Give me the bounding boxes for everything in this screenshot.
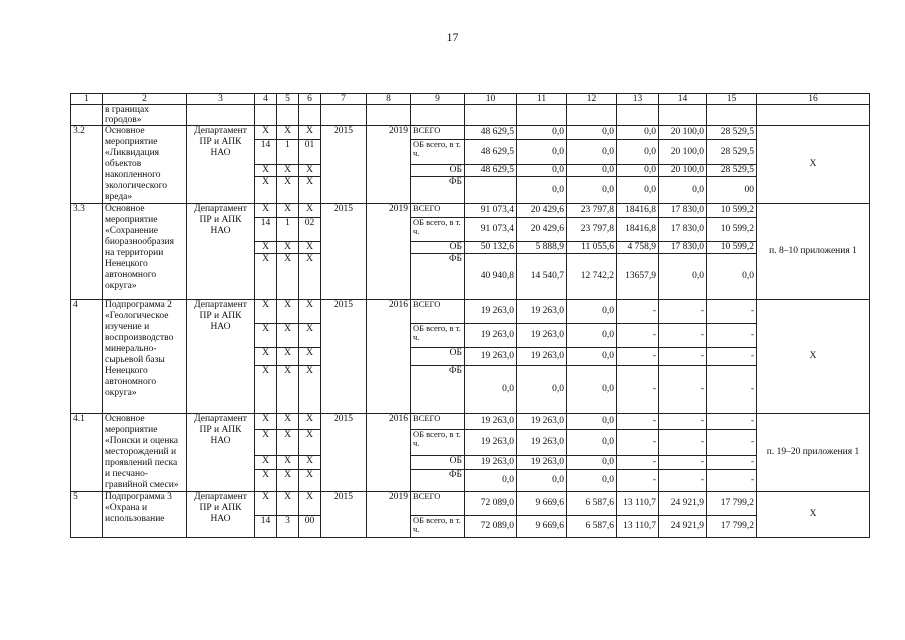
funding-source: ОБ: [411, 456, 465, 469]
funding-source: ФБ: [411, 469, 465, 491]
column-number: 16: [757, 94, 870, 105]
start-year: 2015: [321, 414, 367, 492]
amount-cell: 0,0: [567, 429, 617, 456]
amount-cell: 11 055,6: [567, 242, 617, 254]
amount-cell: 10 599,2: [707, 218, 757, 242]
amount-cell: 9 669,6: [517, 516, 567, 538]
funding-source: ОБ всего, в т. ч.: [411, 218, 465, 242]
amount-cell: 19 263,0: [517, 414, 567, 430]
funding-source: ОБ: [411, 348, 465, 366]
column-number: 12: [567, 94, 617, 105]
amount-cell: 48 629,5: [465, 140, 517, 165]
amount-cell: 19 263,0: [517, 300, 567, 324]
budget-code: Х: [299, 492, 321, 516]
budget-code: 14: [255, 218, 277, 242]
amount-cell: 20 429,6: [517, 218, 567, 242]
funding-source: ВСЕГО: [411, 126, 465, 140]
column-number: 10: [465, 94, 517, 105]
amount-cell: -: [617, 300, 659, 324]
column-number: 6: [299, 94, 321, 105]
amount-cell: 10 599,2: [707, 242, 757, 254]
amount-cell: 13 110,7: [617, 492, 659, 516]
amount-cell: -: [659, 456, 707, 469]
amount-cell: 0,0: [707, 254, 757, 300]
amount-cell: 72 089,0: [465, 492, 517, 516]
budget-code: Х: [255, 204, 277, 218]
amount-cell: 10 599,2: [707, 204, 757, 218]
amount-cell: [465, 177, 517, 204]
budget-code: Х: [277, 492, 299, 516]
amount-cell: 0,0: [659, 254, 707, 300]
budget-code: Х: [299, 366, 321, 414]
funding-source: ОБ всего, в т. ч.: [411, 324, 465, 348]
budget-code: Х: [255, 348, 277, 366]
budget-code: Х: [255, 324, 277, 348]
budget-code: Х: [255, 177, 277, 204]
budget-code: Х: [277, 456, 299, 469]
funding-source: ФБ: [411, 254, 465, 300]
column-number: 15: [707, 94, 757, 105]
note-cell: Х: [757, 126, 870, 204]
end-year: 2016: [367, 300, 411, 414]
funding-source: ВСЕГО: [411, 204, 465, 218]
amount-cell: 0,0: [517, 164, 567, 176]
budget-code: Х: [299, 348, 321, 366]
amount-cell: 18416,8: [617, 204, 659, 218]
amount-cell: 48 629,5: [465, 126, 517, 140]
budget-code: Х: [277, 324, 299, 348]
funding-source: ВСЕГО: [411, 492, 465, 516]
item-name: Основное мероприятие «Ликвидация объектов накопленного экологического вреда»: [103, 126, 187, 204]
amount-cell: 0,0: [567, 164, 617, 176]
amount-cell: 0,0: [659, 177, 707, 204]
amount-cell: -: [617, 348, 659, 366]
continuation-text: в границах городов»: [103, 105, 187, 126]
budget-code: Х: [277, 254, 299, 300]
amount-cell: 17 799,2: [707, 516, 757, 538]
budget-code: Х: [277, 300, 299, 324]
budget-code: Х: [277, 414, 299, 430]
funding-source: ОБ: [411, 242, 465, 254]
amount-cell: -: [707, 429, 757, 456]
continuation-row: [71, 105, 870, 126]
item-number: 4: [71, 300, 103, 414]
amount-cell: 0,0: [567, 366, 617, 414]
budget-code: Х: [299, 300, 321, 324]
funding-source: ОБ: [411, 164, 465, 176]
budget-code: 14: [255, 516, 277, 538]
note-cell: п. 8–10 приложения 1: [757, 204, 870, 300]
amount-cell: -: [707, 348, 757, 366]
budget-code: Х: [299, 254, 321, 300]
amount-cell: 6 587,6: [567, 516, 617, 538]
budget-code: Х: [299, 324, 321, 348]
budget-code: Х: [255, 242, 277, 254]
amount-cell: -: [617, 469, 659, 491]
amount-cell: 28 529,5: [707, 164, 757, 176]
item-name: Основное мероприятие «Сохранение биоразнообразия на территории Ненецкого автономного округа»: [103, 204, 187, 300]
amount-cell: 0,0: [517, 140, 567, 165]
amount-cell: 0,0: [517, 366, 567, 414]
amount-cell: 24 921,9: [659, 516, 707, 538]
amount-cell: 19 263,0: [517, 429, 567, 456]
table-row: [71, 414, 870, 430]
budget-code: Х: [255, 164, 277, 176]
amount-cell: 19 263,0: [517, 456, 567, 469]
budget-code: Х: [299, 414, 321, 430]
amount-cell: 5 888,9: [517, 242, 567, 254]
amount-cell: -: [617, 366, 659, 414]
amount-cell: -: [659, 469, 707, 491]
amount-cell: -: [659, 324, 707, 348]
amount-cell: 17 830,0: [659, 204, 707, 218]
amount-cell: -: [617, 324, 659, 348]
budget-code: Х: [277, 242, 299, 254]
budget-code: 02: [299, 218, 321, 242]
start-year: 2015: [321, 204, 367, 300]
column-number: 11: [517, 94, 567, 105]
funding-source: ФБ: [411, 177, 465, 204]
end-year: 2019: [367, 204, 411, 300]
budget-code: Х: [255, 126, 277, 140]
budget-code: 3: [277, 516, 299, 538]
amount-cell: 0,0: [567, 140, 617, 165]
budget-code: 00: [299, 516, 321, 538]
budget-code: Х: [255, 300, 277, 324]
table-row: [71, 126, 870, 140]
start-year: 2015: [321, 126, 367, 204]
amount-cell: 9 669,6: [517, 492, 567, 516]
column-number: 2: [103, 94, 187, 105]
funding-source: ВСЕГО: [411, 414, 465, 430]
amount-cell: -: [617, 456, 659, 469]
column-number: 1: [71, 94, 103, 105]
amount-cell: 0,0: [517, 469, 567, 491]
budget-code: 1: [277, 218, 299, 242]
amount-cell: 28 529,5: [707, 140, 757, 165]
amount-cell: -: [617, 414, 659, 430]
amount-cell: -: [707, 414, 757, 430]
item-name: Подпрограмма 2 «Геологическое изучение и воспроизводство минерально-сырьевой базы Ненецкого автономного округа»: [103, 300, 187, 414]
amount-cell: 0,0: [517, 126, 567, 140]
amount-cell: 0,0: [617, 164, 659, 176]
amount-cell: 28 529,5: [707, 126, 757, 140]
budget-code: Х: [299, 429, 321, 456]
amount-cell: 23 797,8: [567, 218, 617, 242]
amount-cell: -: [617, 429, 659, 456]
end-year: 2016: [367, 414, 411, 492]
amount-cell: -: [707, 456, 757, 469]
column-number: 4: [255, 94, 277, 105]
responsible-department: Департамент ПР и АПК НАО: [187, 300, 255, 414]
budget-code: Х: [255, 366, 277, 414]
amount-cell: 19 263,0: [465, 429, 517, 456]
budget-code: Х: [277, 348, 299, 366]
amount-cell: 17 830,0: [659, 218, 707, 242]
amount-cell: -: [707, 300, 757, 324]
amount-cell: -: [659, 429, 707, 456]
column-number: 3: [187, 94, 255, 105]
budget-code: Х: [255, 254, 277, 300]
budget-code: 1: [277, 140, 299, 165]
budget-code: Х: [299, 469, 321, 491]
start-year: 2015: [321, 492, 367, 538]
budget-code: Х: [299, 456, 321, 469]
amount-cell: 19 263,0: [517, 324, 567, 348]
budget-code: Х: [255, 414, 277, 430]
amount-cell: 13 110,7: [617, 516, 659, 538]
amount-cell: 19 263,0: [465, 324, 517, 348]
item-number: 5: [71, 492, 103, 538]
funding-source: ФБ: [411, 366, 465, 414]
amount-cell: 14 540,7: [517, 254, 567, 300]
amount-cell: 13657,9: [617, 254, 659, 300]
responsible-department: Департамент ПР и АПК НАО: [187, 492, 255, 538]
end-year: 2019: [367, 126, 411, 204]
item-name: Основное мероприятие «Поиски и оценка месторождений и проявлений песка и песчано-гравийной смеси»: [103, 414, 187, 492]
amount-cell: 6 587,6: [567, 492, 617, 516]
amount-cell: 19 263,0: [465, 348, 517, 366]
column-number-row: [71, 94, 870, 105]
amount-cell: 18416,8: [617, 218, 659, 242]
funding-source: ВСЕГО: [411, 300, 465, 324]
amount-cell: 48 629,5: [465, 164, 517, 176]
item-number: 3.2: [71, 126, 103, 204]
amount-cell: 23 797,8: [567, 204, 617, 218]
column-number: 13: [617, 94, 659, 105]
budget-code: Х: [255, 492, 277, 516]
column-number: 9: [411, 94, 465, 105]
column-number: 14: [659, 94, 707, 105]
table-row: [71, 300, 870, 324]
amount-cell: 0,0: [465, 469, 517, 491]
amount-cell: 0,0: [567, 177, 617, 204]
amount-cell: 19 263,0: [465, 414, 517, 430]
amount-cell: -: [707, 469, 757, 491]
amount-cell: 91 073,4: [465, 218, 517, 242]
end-year: 2019: [367, 492, 411, 538]
budget-code: Х: [277, 177, 299, 204]
amount-cell: 19 263,0: [517, 348, 567, 366]
amount-cell: 72 089,0: [465, 516, 517, 538]
amount-cell: 0,0: [617, 177, 659, 204]
budget-code: Х: [299, 126, 321, 140]
amount-cell: 17 799,2: [707, 492, 757, 516]
budget-code: 14: [255, 140, 277, 165]
funding-source: ОБ всего, в т. ч.: [411, 429, 465, 456]
table-row: [71, 204, 870, 218]
budget-code: Х: [255, 469, 277, 491]
amount-cell: 20 100,0: [659, 164, 707, 176]
amount-cell: -: [707, 324, 757, 348]
amount-cell: 0,0: [617, 140, 659, 165]
amount-cell: 0,0: [567, 348, 617, 366]
note-cell: п. 19–20 приложения 1: [757, 414, 870, 492]
responsible-department: Департамент ПР и АПК НАО: [187, 204, 255, 300]
amount-cell: 40 940,8: [465, 254, 517, 300]
budget-code: Х: [277, 469, 299, 491]
funding-source: ОБ всего, в т. ч.: [411, 140, 465, 165]
amount-cell: 0,0: [517, 177, 567, 204]
amount-cell: 12 742,2: [567, 254, 617, 300]
amount-cell: 0,0: [465, 366, 517, 414]
start-year: 2015: [321, 300, 367, 414]
amount-cell: 0,0: [567, 456, 617, 469]
budget-code: Х: [277, 366, 299, 414]
budget-code: Х: [255, 429, 277, 456]
budget-code: Х: [299, 204, 321, 218]
amount-cell: 00: [707, 177, 757, 204]
amount-cell: -: [659, 348, 707, 366]
responsible-department: Департамент ПР и АПК НАО: [187, 414, 255, 492]
budget-code: Х: [299, 164, 321, 176]
budget-code: Х: [299, 177, 321, 204]
amount-cell: 0,0: [617, 126, 659, 140]
amount-cell: -: [659, 300, 707, 324]
amount-cell: 0,0: [567, 126, 617, 140]
amount-cell: 20 429,6: [517, 204, 567, 218]
amount-cell: 0,0: [567, 324, 617, 348]
note-cell: Х: [757, 300, 870, 414]
amount-cell: 0,0: [567, 469, 617, 491]
amount-cell: 19 263,0: [465, 300, 517, 324]
amount-cell: -: [707, 366, 757, 414]
amount-cell: 20 100,0: [659, 140, 707, 165]
amount-cell: 19 263,0: [465, 456, 517, 469]
item-name: Подпрограмма 3 «Охрана и использование: [103, 492, 187, 538]
amount-cell: 20 100,0: [659, 126, 707, 140]
item-number: 3.3: [71, 204, 103, 300]
amount-cell: 0,0: [567, 300, 617, 324]
budget-code: Х: [255, 456, 277, 469]
budget-code: 01: [299, 140, 321, 165]
column-number: 7: [321, 94, 367, 105]
item-number: 4.1: [71, 414, 103, 492]
budget-code: Х: [277, 204, 299, 218]
budget-code: Х: [277, 429, 299, 456]
amount-cell: 17 830,0: [659, 242, 707, 254]
amount-cell: 24 921,9: [659, 492, 707, 516]
amount-cell: 4 758,9: [617, 242, 659, 254]
funding-source: ОБ всего, в т. ч.: [411, 516, 465, 538]
responsible-department: Департамент ПР и АПК НАО: [187, 126, 255, 204]
amount-cell: 91 073,4: [465, 204, 517, 218]
column-number: 5: [277, 94, 299, 105]
column-number: 8: [367, 94, 411, 105]
table-row: [71, 492, 870, 516]
budget-table: [70, 93, 870, 538]
budget-code: Х: [299, 242, 321, 254]
page-number: 17: [446, 30, 459, 44]
amount-cell: 0,0: [567, 414, 617, 430]
budget-code: Х: [277, 164, 299, 176]
note-cell: Х: [757, 492, 870, 538]
amount-cell: -: [659, 414, 707, 430]
amount-cell: 50 132,6: [465, 242, 517, 254]
budget-code: Х: [277, 126, 299, 140]
amount-cell: -: [659, 366, 707, 414]
